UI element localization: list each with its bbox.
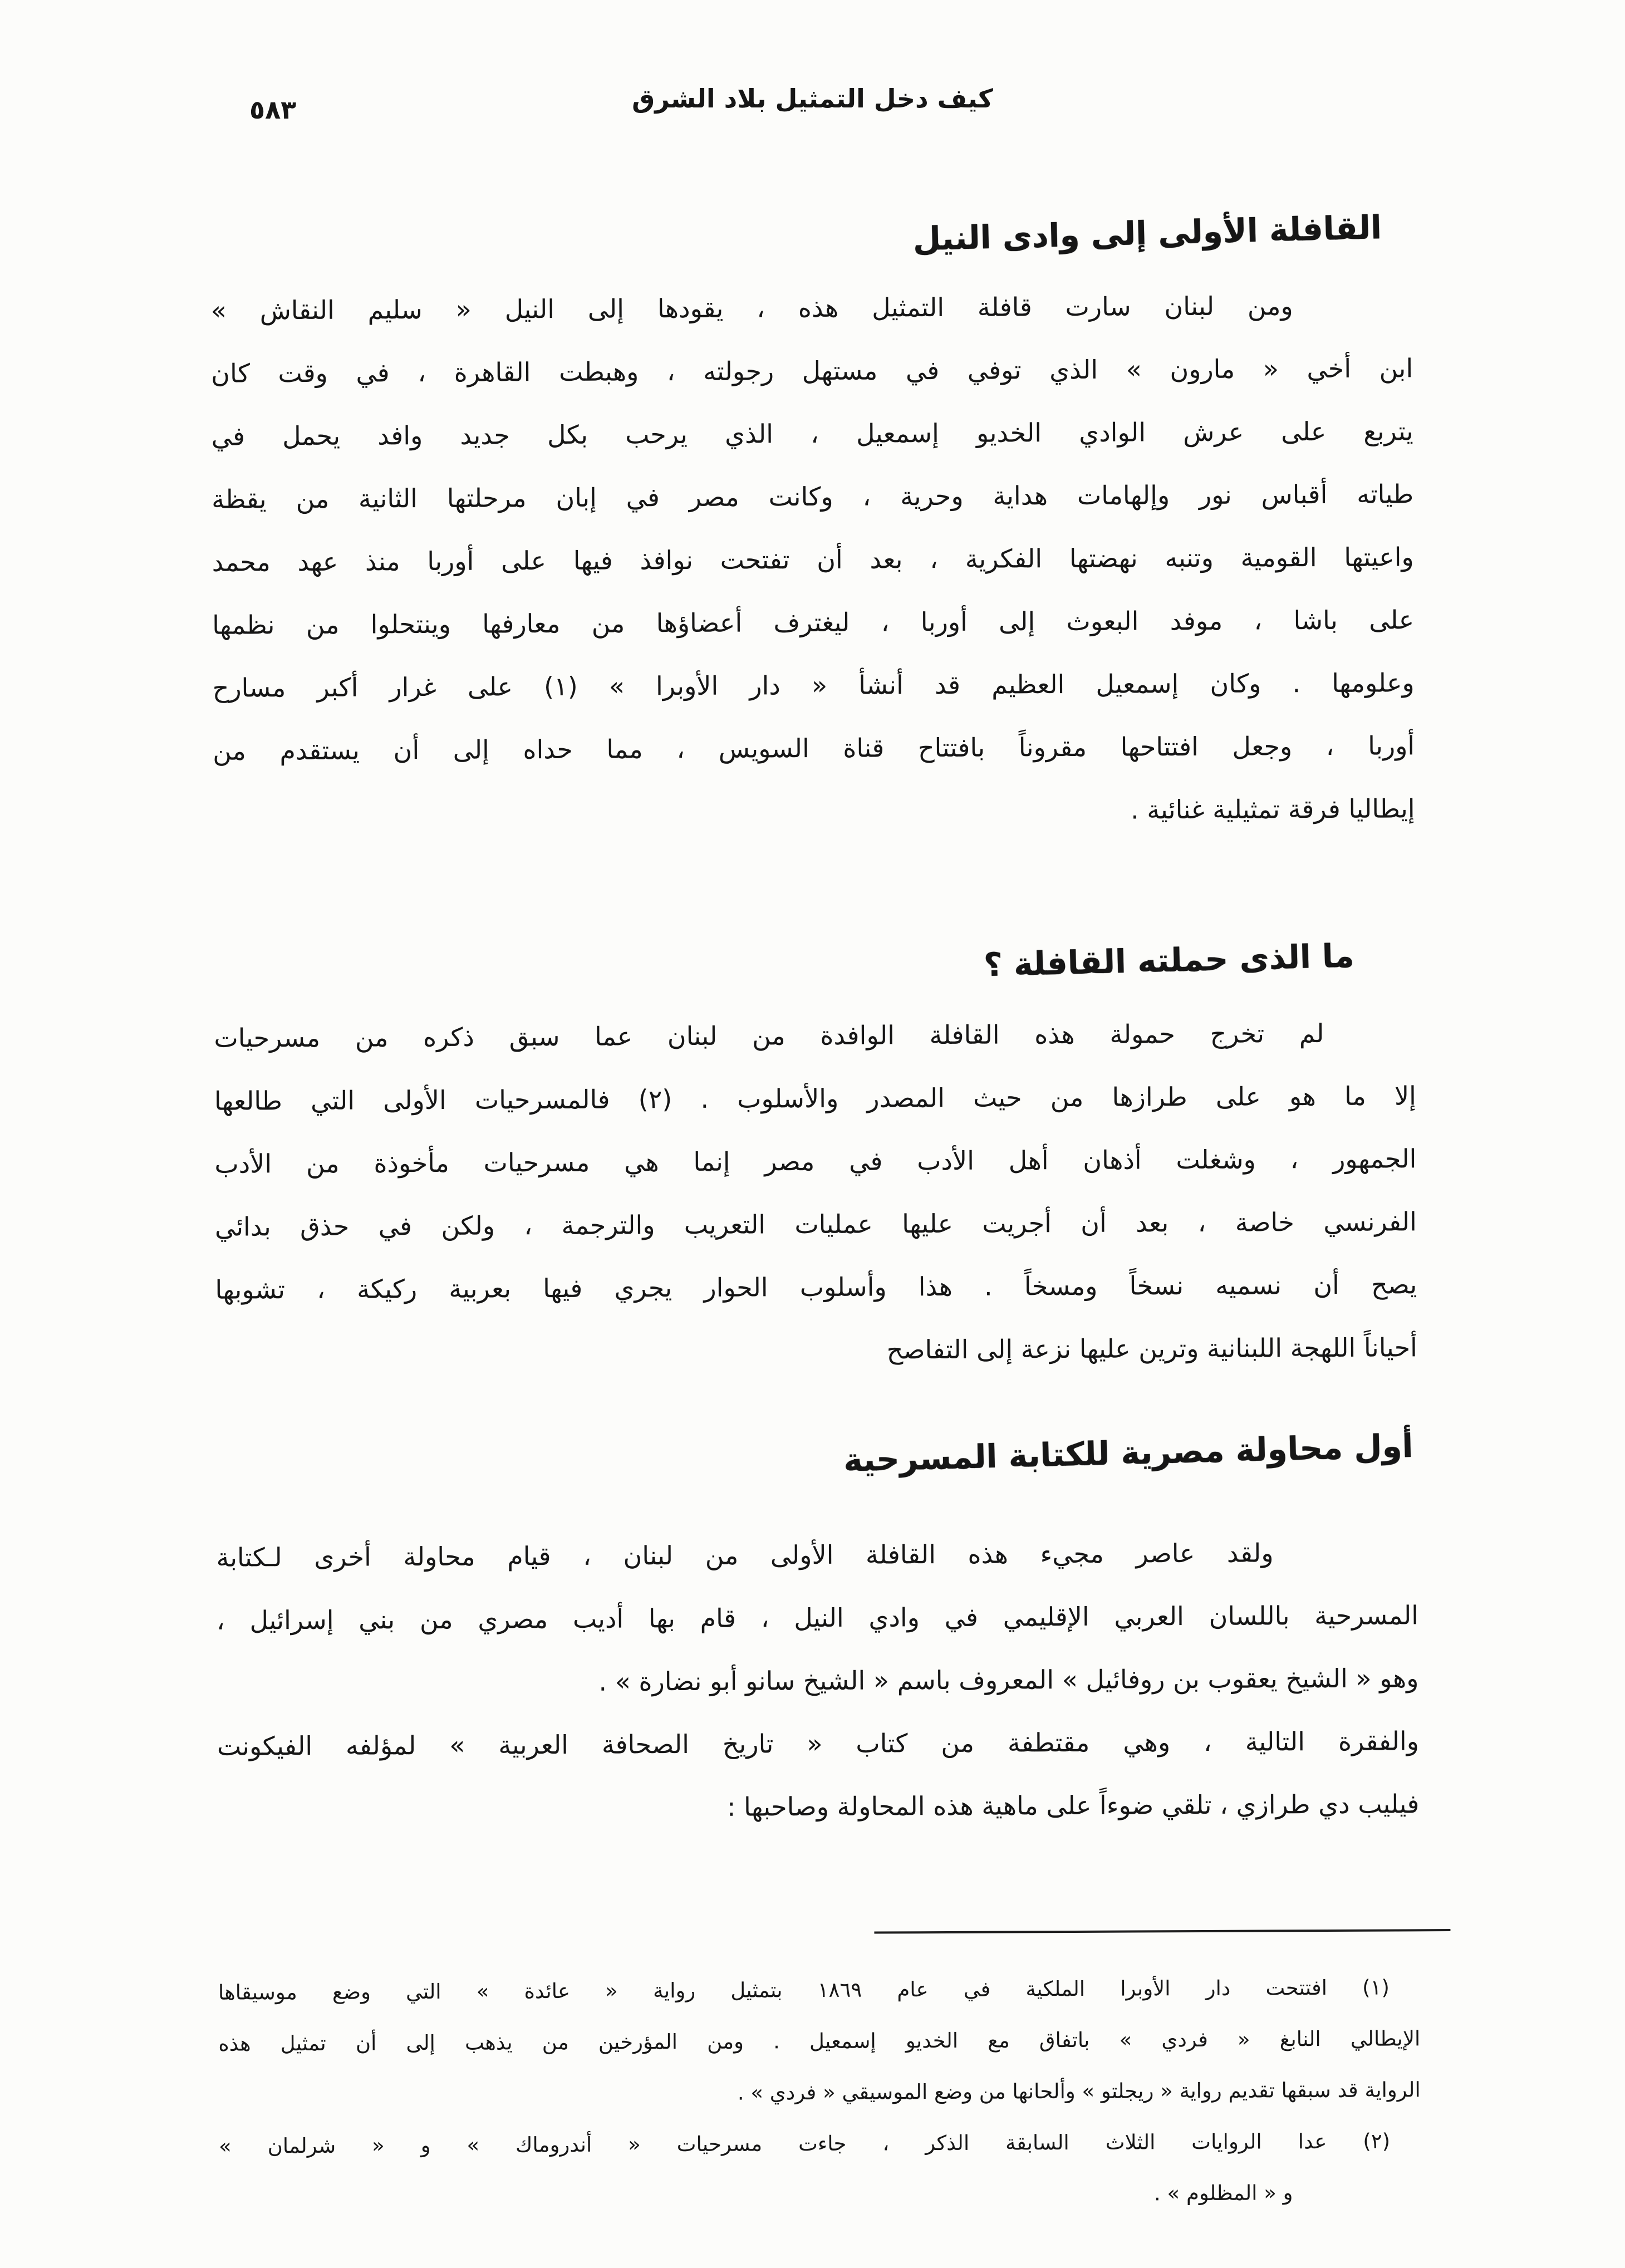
body-line: واعيتها القومية وتنبه نهضتها الفكرية ، بعد أن تفتحت نوافذ فيها على أوربا منذ عهد محمد [212, 542, 1414, 577]
body-line: وهو « الشيخ يعقوب بن روفائيل » المعروف باسم « الشيخ سانو أبو نضارة » . [598, 1663, 1419, 1697]
footnote-line: الرواية قد سبقها تقديم رواية « ريجلتو » وألحانها من وضع الموسيقي « فردي » . [737, 2078, 1421, 2105]
body-line: يتربع على عرش الوادي الخديو إسمعيل ، الذي يرحب بكل جديد وافد يحمل في [211, 416, 1413, 451]
footnote-line: (١) افتتحت دار الأوبرا الملكية في عام ١٨٦٩ بتمثيل رواية « عائدة » التي وضع موسيقاها [218, 1975, 1390, 2005]
section-heading-attempt: أول محاولة مصرية للكتابة المسرحية [843, 1426, 1414, 1479]
body-line: ولقد عاصر مجيء هذه القافلة الأولى من لبنان ، قيام محاولة أخرى لـكتابة [216, 1538, 1274, 1573]
body-line: على باشا ، موفد البعوث إلى أوربا ، ليغترف أعضاؤها من معارفها وينتحلوا من نظمها [212, 605, 1415, 640]
body-line: والفقرة التالية ، وهي مقتطفة من كتاب « تاريخ الصحافة العربية » لمؤلفه الفيكونت [217, 1726, 1420, 1761]
body-line: أوربا ، وجعل افتتاحها مقروناً بافتتاح قناة السويس ، مما حداه إلى أن يستقدم من [213, 730, 1415, 766]
footnote-line: و « المظلوم » . [1153, 2181, 1293, 2206]
body-line: فيليب دي طرازي ، تلقي ضوءاً على ماهية هذه المحاولة وصاحبها : [726, 1789, 1420, 1822]
section-heading-caravan: القافلة الأولى إلى وادى النيل [912, 208, 1382, 258]
footnote-separator [874, 1929, 1450, 1934]
body-line: إلا ما هو على طرازها من حيث المصدر والأسلوب . (٢) فالمسرحيات الأولى التي طالعها [214, 1081, 1417, 1116]
body-line: أحياناً اللهجة اللبنانية وترين عليها نزعة إلى التفاصح [886, 1332, 1417, 1365]
body-line: ابن أخي « مارون » الذي توفي في مستهل رجولته ، وهبطت القاهرة ، في وقت كان [211, 353, 1413, 389]
page-number: ٥٨٣ [249, 95, 297, 125]
section-heading-cargo: ما الذى حملته القافلة ؟ [983, 936, 1355, 984]
page-body [209, 0, 1421, 2223]
running-title: كيف دخل التمثيل بلاد الشرق [632, 84, 993, 114]
body-line: وعلومها . وكان إسمعيل العظيم قد أنشأ « دار الأوبرا » (١) على غرار أكبر مسارح [212, 667, 1415, 703]
footnotes [218, 1962, 1421, 2223]
body-line: الفرنسي خاصة ، بعد أن أجريت عليها عمليات التعريب والترجمة ، ولكن في حذق بدائي [214, 1206, 1417, 1242]
body-line: ومن لبنان سارت قافلة التمثيل هذه ، يقودها إلى النيل « سليم النقاش » [210, 291, 1293, 326]
body-line: طياته أقباس نور وإلهامات هداية وحرية ، وكانت مصر في إبان مرحلتها الثانية من يقظة [212, 479, 1414, 514]
body-line: إيطاليا فرقة تمثيلية غنائية . [1130, 793, 1415, 825]
body-line: المسرحية باللسان العربي الإقليمي في وادي النيل ، قام بها أديب مصري من بني إسرائيل ، [216, 1600, 1419, 1636]
body-line: يصح أن نسميه نسخاً ومسخاً . هذا وأسلوب الحوار يجري فيها بعربية ركيكة ، تشوبها [215, 1269, 1417, 1305]
body-line: لم تخرج حمولة هذه القافلة الوافدة من لبنان عما سبق ذكره من مسرحيات [214, 1018, 1324, 1053]
footnote-line: الإيطالي النابغ « فردي » باتفاق مع الخديو إسمعيل . ومن المؤرخين من يذهب إلى أن تمثيل هذه [218, 2026, 1421, 2056]
body-line: الجمهور ، وشغلت أذهان أهل الأدب في مصر إنما هي مسرحيات مأخوذة من الأدب [214, 1143, 1417, 1179]
footnote-line: (٢) عدا الروايات الثلاث السابقة الذكر ، جاءت مسرحيات « أندروماك » و « شرلمان » [219, 2129, 1391, 2158]
